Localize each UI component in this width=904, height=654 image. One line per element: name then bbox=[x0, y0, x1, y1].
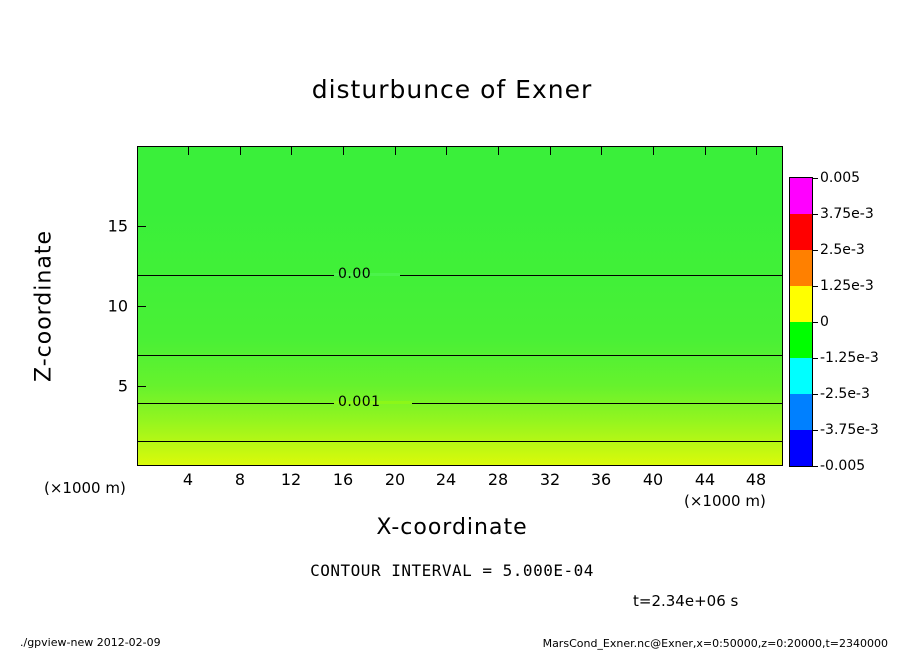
colorbar-tick bbox=[813, 286, 818, 287]
ytick-5 bbox=[137, 386, 146, 387]
xtick-top-12 bbox=[291, 146, 292, 155]
xtick-label-40: 40 bbox=[642, 470, 664, 489]
ytick-15 bbox=[137, 226, 146, 227]
colorbar-tick bbox=[813, 250, 818, 251]
colorbar-tick bbox=[813, 322, 818, 323]
xtick-label-44: 44 bbox=[694, 470, 716, 489]
contour-label-000: 0.00 bbox=[338, 266, 372, 282]
colorbar-label: 1.25e-3 bbox=[820, 278, 874, 294]
y-axis-unit: (×1000 m) bbox=[44, 479, 126, 497]
colorbar-label: -3.75e-3 bbox=[820, 422, 879, 438]
colorbar-band bbox=[790, 394, 812, 430]
x-axis-unit: (×1000 m) bbox=[684, 492, 766, 510]
time-stamp-text: t=2.34e+06 s bbox=[633, 592, 739, 610]
ytick-10 bbox=[137, 306, 146, 307]
colorbar-label: 0.005 bbox=[820, 170, 861, 186]
colorbar-label: 2.5e-3 bbox=[820, 242, 865, 258]
colorbar-label: 3.75e-3 bbox=[820, 206, 874, 222]
page-title: disturbunce of Exner bbox=[311, 75, 593, 104]
y-axis-title: Z-coordinate bbox=[31, 230, 57, 382]
heatmap-field bbox=[138, 147, 782, 465]
xtick-top-44 bbox=[705, 146, 706, 155]
xtick-label-28: 28 bbox=[487, 470, 509, 489]
xtick-top-28 bbox=[498, 146, 499, 155]
xtick-label-8: 8 bbox=[234, 470, 246, 489]
xtick-top-32 bbox=[550, 146, 551, 155]
xtick-top-24 bbox=[446, 146, 447, 155]
colorbar-tick bbox=[813, 358, 818, 359]
footer-left: ./gpview-new 2012-02-09 bbox=[20, 636, 161, 649]
plot-area bbox=[137, 146, 783, 466]
ytick-label-15: 15 bbox=[107, 216, 128, 236]
colorbar-band bbox=[790, 430, 812, 466]
xtick-label-32: 32 bbox=[539, 470, 561, 489]
xtick-label-12: 12 bbox=[280, 470, 302, 489]
xtick-top-20 bbox=[395, 146, 396, 155]
colorbar-label: -1.25e-3 bbox=[820, 350, 879, 366]
colorbar-tick bbox=[813, 466, 818, 467]
colorbar-tick bbox=[813, 394, 818, 395]
colorbar bbox=[789, 177, 813, 467]
ytick-label-5: 5 bbox=[117, 376, 128, 396]
xtick-top-40 bbox=[653, 146, 654, 155]
contour-line-mid bbox=[138, 355, 782, 356]
footer-right: MarsCond_Exner.nc@Exner,x=0:50000,z=0:20000,t=2340000 bbox=[542, 637, 888, 650]
colorbar-label: -0.005 bbox=[820, 458, 866, 474]
colorbar-band bbox=[790, 214, 812, 250]
colorbar-tick bbox=[813, 178, 818, 179]
ytick-label-10: 10 bbox=[107, 296, 128, 316]
xtick-label-36: 36 bbox=[590, 470, 612, 489]
contour-line-low bbox=[138, 441, 782, 442]
colorbar-band bbox=[790, 322, 812, 358]
colorbar-band bbox=[790, 358, 812, 394]
xtick-top-48 bbox=[756, 146, 757, 155]
contour-line-0.00 bbox=[138, 275, 782, 276]
xtick-top-8 bbox=[240, 146, 241, 155]
contour-line-0.001 bbox=[138, 403, 782, 404]
colorbar-tick bbox=[813, 430, 818, 431]
xtick-label-24: 24 bbox=[435, 470, 457, 489]
contour-label-0001: 0.001 bbox=[338, 394, 381, 410]
xtick-top-36 bbox=[601, 146, 602, 155]
colorbar-tick bbox=[813, 214, 818, 215]
colorbar-label: 0 bbox=[820, 314, 829, 330]
colorbar-label: -2.5e-3 bbox=[820, 386, 870, 402]
colorbar-band bbox=[790, 250, 812, 286]
xtick-label-20: 20 bbox=[384, 470, 406, 489]
xtick-label-4: 4 bbox=[182, 470, 194, 489]
xtick-label-16: 16 bbox=[332, 470, 354, 489]
x-axis-title: X-coordinate bbox=[376, 515, 528, 540]
xtick-top-4 bbox=[188, 146, 189, 155]
xtick-label-48: 48 bbox=[745, 470, 767, 489]
colorbar-band bbox=[790, 178, 812, 214]
xtick-top-16 bbox=[343, 146, 344, 155]
contour-interval-text: CONTOUR INTERVAL = 5.000E-04 bbox=[310, 561, 594, 580]
colorbar-band bbox=[790, 286, 812, 322]
